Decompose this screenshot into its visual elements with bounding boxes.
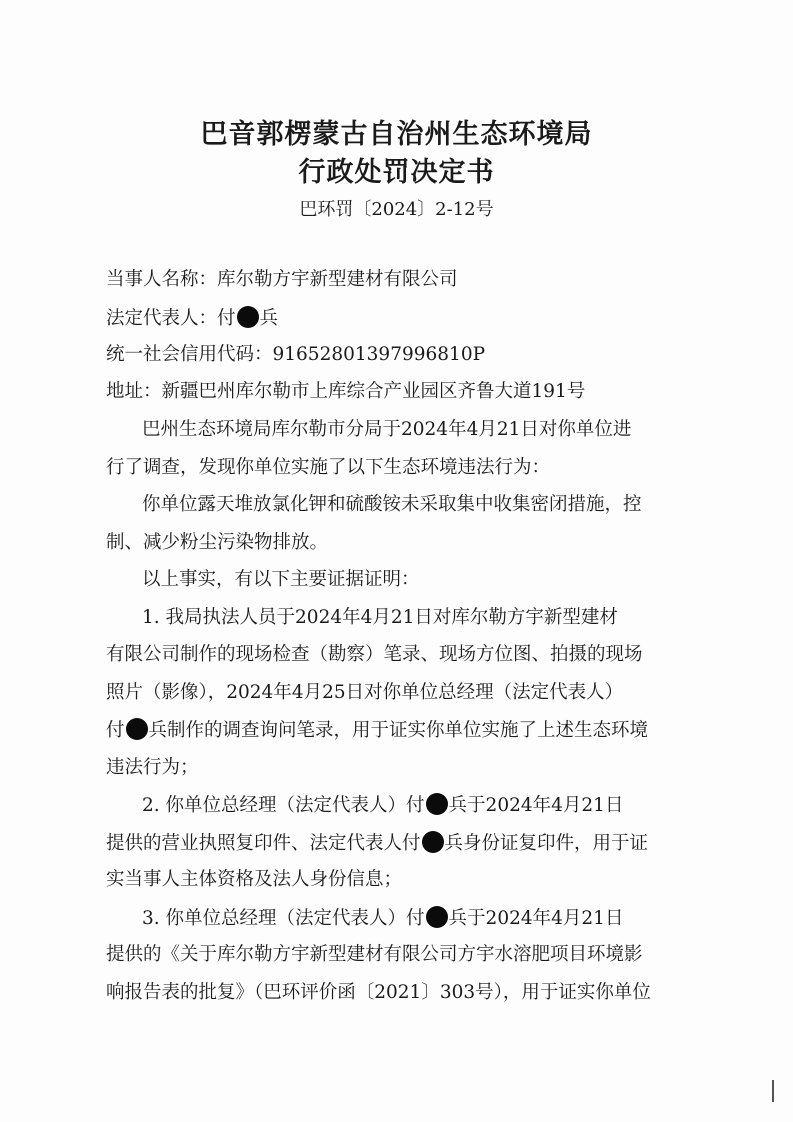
evidence-1-line4-start: 付 xyxy=(106,720,125,741)
evidence-3-line3: 响报告表的批复》（巴环评价函〔2021〕303号），用于证实你单位 xyxy=(106,982,651,1003)
evidence-2-line1-start: 2. 你单位总经理（法定代表人）付 xyxy=(142,795,425,816)
paragraph-violation-line1: 你单位露天堆放氯化钾和硫酸铵未采取集中收集密闭措施，控 xyxy=(142,494,642,515)
document-title-type: 行政处罚决定书 xyxy=(298,157,495,188)
evidence-2-line2-start: 提供的营业执照复印件、法定代表人付 xyxy=(106,833,421,854)
redaction-mark xyxy=(126,718,148,740)
redaction-mark xyxy=(426,793,448,815)
address: 地址：新疆巴州库尔勒市上库综合产业园区齐鲁大道191号 xyxy=(106,381,586,402)
evidence-3-line2: 提供的《关于库尔勒方宇新型建材有限公司方宇水溶肥项目环境影 xyxy=(106,944,643,965)
evidence-2-line1 xyxy=(142,793,623,818)
paragraph-evidence-intro: 以上事实，有以下主要证据证明： xyxy=(142,569,420,590)
evidence-1-line4-end: 兵制作的调查询问笔录，用于证实你单位实施了上述生态环境 xyxy=(148,720,649,741)
evidence-3-line1 xyxy=(142,906,623,931)
evidence-1-line1: 1. 我局执法人员于2024年4月21日对库尔勒方宇新型建材 xyxy=(142,607,618,628)
evidence-1-line3: 照片（影像），2024年4月25日对你单位总经理（法定代表人） xyxy=(106,682,624,703)
legal-representative-prefix: 法定代表人：付 xyxy=(106,308,236,329)
paragraph-investigation-line2: 行了调查，发现你单位实施了以下生态环境违法行为： xyxy=(106,457,551,478)
evidence-2-line3: 实当事人主体资格及法人身份信息； xyxy=(106,869,403,890)
redaction-mark xyxy=(237,306,259,328)
legal-representative xyxy=(106,306,278,331)
legal-representative-suffix: 兵 xyxy=(259,308,279,329)
paragraph-violation-line2: 制、减少粉尘污染物排放。 xyxy=(106,532,329,553)
evidence-1-line2: 有限公司制作的现场检查（勘察）笔录、现场方位图、拍摄的现场 xyxy=(106,644,643,665)
evidence-2-line1-end: 兵于2024年4月21日 xyxy=(448,795,624,816)
party-name: 当事人名称：库尔勒方宇新型建材有限公司 xyxy=(106,269,458,290)
evidence-1-line4 xyxy=(106,718,648,743)
evidence-2-line2 xyxy=(106,831,648,856)
evidence-3-line1-start: 3. 你单位总经理（法定代表人）付 xyxy=(142,908,425,929)
evidence-1-line5: 违法行为； xyxy=(106,757,199,778)
redaction-mark xyxy=(422,831,444,853)
paragraph-investigation-line1: 巴州生态环境局库尔勒市分局于2024年4月21日对你单位进 xyxy=(142,419,632,440)
credit-code: 统一社会信用代码：91652801397996810P xyxy=(106,344,486,365)
evidence-3-line1-end: 兵于2024年4月21日 xyxy=(448,908,624,929)
evidence-2-line2-end: 兵身份证复印件，用于证 xyxy=(444,833,649,854)
document-number: 巴环罚〔2024〕2-12号 xyxy=(299,199,494,220)
redaction-mark xyxy=(426,906,448,928)
page-edge-mark xyxy=(772,1080,774,1102)
document-title-authority: 巴音郭楞蒙古自治州生态环境局 xyxy=(200,119,593,150)
